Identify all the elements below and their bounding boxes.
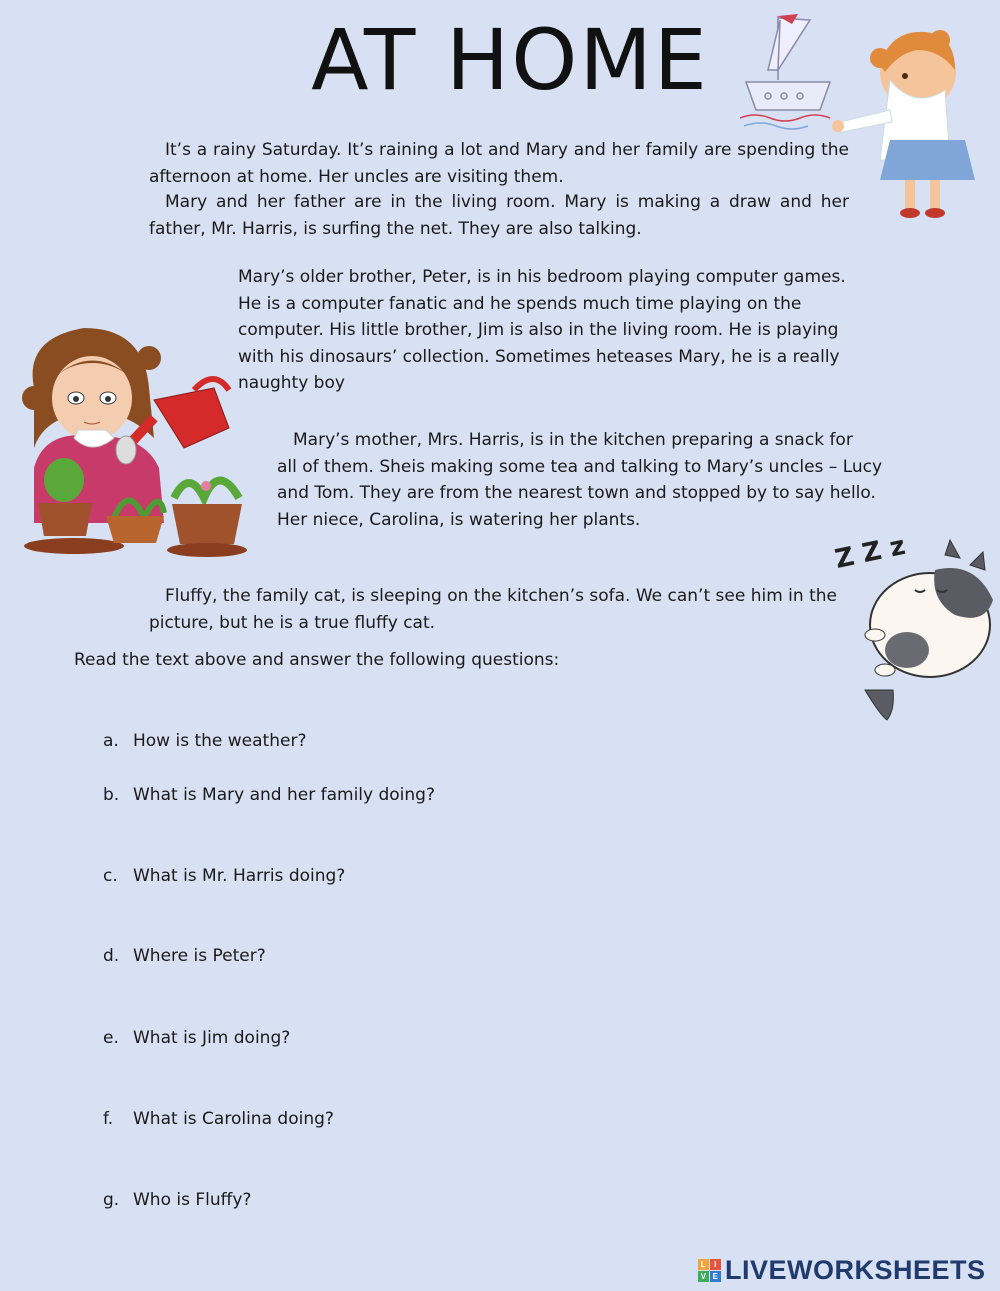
question-text: How is the weather? — [133, 731, 307, 751]
logo-letter: L — [698, 1259, 709, 1270]
logo-letter: V — [698, 1271, 709, 1282]
paragraph-text: It’s a rainy Saturday. It’s raining a lot and Mary and her family are spending the afternoon at home. Her uncles are visiting them. — [149, 140, 849, 187]
paragraph-line — [277, 427, 887, 454]
paragraph-line: with his dinosaurs’ collection. Sometimes heteases Mary, he is a really — [238, 346, 840, 367]
paragraph-text: Mary and her father are in the living room. Mary is making a draw and her father, Mr. Harris, is surfing the net. They are also talking. — [149, 192, 849, 239]
question-text: Where is Peter? — [133, 946, 266, 966]
sleep-z-text: Z Z z — [832, 530, 908, 575]
question-letter: g. — [103, 1190, 120, 1210]
paragraph-mother — [277, 427, 887, 533]
paragraph-text: Mary’s mother, Mrs. Harris, is in the kitchen preparing a snack for — [293, 430, 853, 450]
paragraph-line: Mary’s older brother, Peter, is in his bedroom playing computer games. — [238, 267, 846, 287]
page-title: AT HOME — [311, 11, 709, 109]
paragraph-peter — [238, 264, 868, 397]
question-e — [103, 1028, 290, 1048]
question-text: Who is Fluffy? — [133, 1190, 252, 1210]
question-letter: c. — [103, 866, 118, 886]
question-f — [103, 1109, 334, 1129]
question-letter: e. — [103, 1028, 119, 1048]
question-letter: f. — [103, 1109, 114, 1129]
brand-name: LIVEWORKSHEETS — [725, 1255, 986, 1285]
paragraph-living-room — [149, 189, 849, 242]
paragraph-line: Her niece, Carolina, is watering her plants. — [277, 509, 641, 530]
instructions: Read the text above and answer the following questions: — [74, 650, 560, 670]
logo-letter: E — [710, 1271, 721, 1282]
liveworksheets-logo-icon — [698, 1259, 721, 1282]
liveworksheets-logo — [698, 1255, 986, 1286]
question-text: What is Mr. Harris doing? — [133, 866, 346, 886]
question-letter: b. — [103, 785, 120, 805]
paragraph-line: He is a computer fanatic and he spends much time playing on the — [238, 293, 802, 314]
paragraph-rainy-saturday — [149, 137, 849, 190]
cat-body — [865, 540, 993, 720]
paragraph-text: Fluffy, the family cat, is sleeping on the kitchen’s sofa. We can’t see him in the — [165, 586, 837, 606]
question-text: What is Mary and her family doing? — [133, 785, 435, 805]
logo-letter: I — [710, 1259, 721, 1270]
question-a — [103, 731, 306, 751]
question-b — [103, 785, 435, 805]
paragraph-line — [149, 583, 859, 610]
question-c — [103, 866, 345, 886]
girl-watering-plants-illustration — [14, 318, 250, 564]
question-g — [103, 1190, 251, 1210]
paragraph-line: naughty boy — [238, 373, 345, 393]
question-d — [103, 946, 266, 966]
question-text: What is Carolina doing? — [133, 1109, 334, 1129]
boat-drawing — [740, 14, 830, 129]
paragraph-line: all of them. Sheis making some tea and talking to Mary’s uncles – Lucy — [277, 456, 883, 477]
drawing-girl — [832, 30, 975, 218]
question-letter: a. — [103, 731, 119, 751]
question-text: What is Jim doing? — [133, 1028, 291, 1048]
paragraph-fluffy — [149, 583, 859, 636]
paragraph-line: and Tom. They are from the nearest town and stopped by to say hello. — [277, 483, 876, 503]
paragraph-line: picture, but he is a true fluffy cat. — [149, 612, 436, 633]
question-letter: d. — [103, 946, 120, 966]
paragraph-line: computer. His little brother, Jim is also in the living room. He is playing — [238, 320, 839, 340]
